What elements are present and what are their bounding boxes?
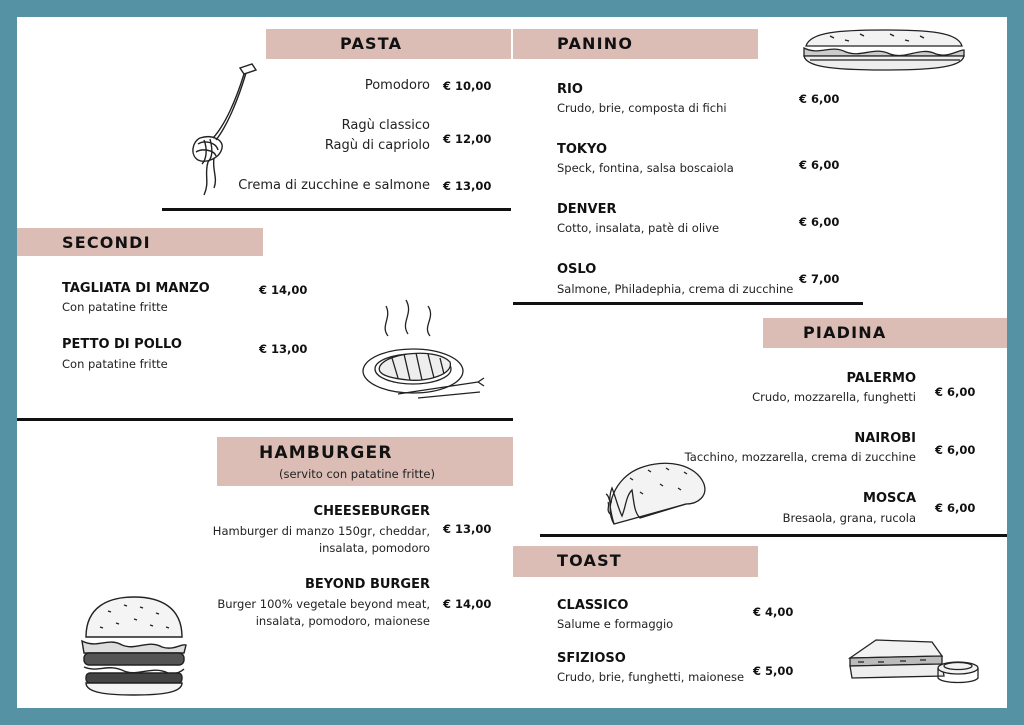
panino-item-price: € 6,00 <box>799 92 840 106</box>
secondi-item-price: € 13,00 <box>259 342 308 356</box>
secondi-item-name: PETTO DI POLLO <box>62 337 182 352</box>
panino-divider <box>513 302 863 305</box>
toast-header-band <box>513 546 758 577</box>
hamburger-item-name: CHEESEBURGER <box>313 504 430 519</box>
hamburger-item-name: BEYOND BURGER <box>304 577 430 592</box>
pasta-divider <box>162 208 511 211</box>
piadina-item-price: € 6,00 <box>935 443 976 457</box>
hamburger-item-desc: insalata, pomodoro <box>318 541 430 555</box>
piadina-item-name: NAIROBI <box>854 431 916 446</box>
piadina-item-name: MOSCA <box>863 491 916 506</box>
piadina-item-desc: Crudo, mozzarella, funghetti <box>752 390 916 404</box>
hamburger-subtitle: (servito con patatine fritte) <box>279 467 435 481</box>
steak-plate-icon <box>358 296 488 411</box>
pasta-title: PASTA <box>340 34 403 53</box>
piadina-item-desc: Tacchino, mozzarella, crema di zucchine <box>684 450 916 464</box>
panino-item-desc: Crudo, brie, composta di fichi <box>557 101 727 115</box>
secondi-divider <box>17 418 513 421</box>
panino-item-price: € 7,00 <box>799 272 840 286</box>
piadina-item-price: € 6,00 <box>935 501 976 515</box>
toast-item-name: CLASSICO <box>557 598 629 613</box>
panino-item-desc: Speck, fontina, salsa boscaiola <box>557 161 734 175</box>
panino-item-name: DENVER <box>557 202 617 217</box>
toast-item-price: € 5,00 <box>753 664 794 678</box>
fork-spaghetti-icon <box>180 60 270 200</box>
pasta-item-price: € 12,00 <box>443 132 492 146</box>
panino-title: PANINO <box>557 34 634 53</box>
secondi-item-price: € 14,00 <box>259 283 308 297</box>
hamburger-item-price: € 14,00 <box>443 597 492 611</box>
hamburger-item-price: € 13,00 <box>443 522 492 536</box>
secondi-item-desc: Con patatine fritte <box>62 357 168 371</box>
toast-item-price: € 4,00 <box>753 605 794 619</box>
panino-item-name: TOKYO <box>557 142 607 157</box>
piadina-divider <box>540 534 1007 537</box>
hamburger-title: HAMBURGER <box>259 443 393 463</box>
toast-item-name: SFIZIOSO <box>557 651 626 666</box>
secondi-title: SECONDI <box>62 233 151 252</box>
hamburger-item-desc: Hamburger di manzo 150gr, cheddar, <box>212 524 430 538</box>
pasta-item-name: Pomodoro <box>364 78 430 93</box>
pasta-item-name: Ragù classico <box>341 118 430 133</box>
pasta-item-price: € 10,00 <box>443 79 492 93</box>
panino-item-price: € 6,00 <box>799 158 840 172</box>
toast-title: TOAST <box>557 551 622 570</box>
panino-item-name: OSLO <box>557 262 597 277</box>
toast-item-desc: Crudo, brie, funghetti, maionese <box>557 670 745 684</box>
sandwich-icon <box>800 28 968 72</box>
toast-item-desc: Salume e formaggio <box>557 617 674 631</box>
piadina-item-price: € 6,00 <box>935 385 976 399</box>
hamburger-item-desc: insalata, pomodoro, maionese <box>255 614 430 628</box>
pasta-item-name: Ragù di capriolo <box>324 138 430 153</box>
panino-item-name: RIO <box>557 82 583 97</box>
pasta-item-name: Crema di zucchine e salmone <box>238 178 430 193</box>
panino-item-desc: Cotto, insalata, patè di olive <box>557 221 720 235</box>
burger-icon <box>78 593 190 698</box>
panino-item-desc: Salmone, Philadephia, crema di zucchine <box>557 282 794 296</box>
piadina-item-desc: Bresaola, grana, rucola <box>782 511 916 525</box>
toast-icon <box>848 636 983 686</box>
panino-header-band <box>513 29 758 59</box>
piadina-item-name: PALERMO <box>846 371 916 386</box>
secondi-item-desc: Con patatine fritte <box>62 300 168 314</box>
hamburger-item-desc: Burger 100% vegetale beyond meat, <box>217 597 430 611</box>
panino-item-price: € 6,00 <box>799 215 840 229</box>
secondi-item-name: TAGLIATA DI MANZO <box>62 281 210 296</box>
taco-icon <box>600 458 710 530</box>
pasta-item-price: € 13,00 <box>443 179 492 193</box>
piadina-title: PIADINA <box>803 323 887 342</box>
